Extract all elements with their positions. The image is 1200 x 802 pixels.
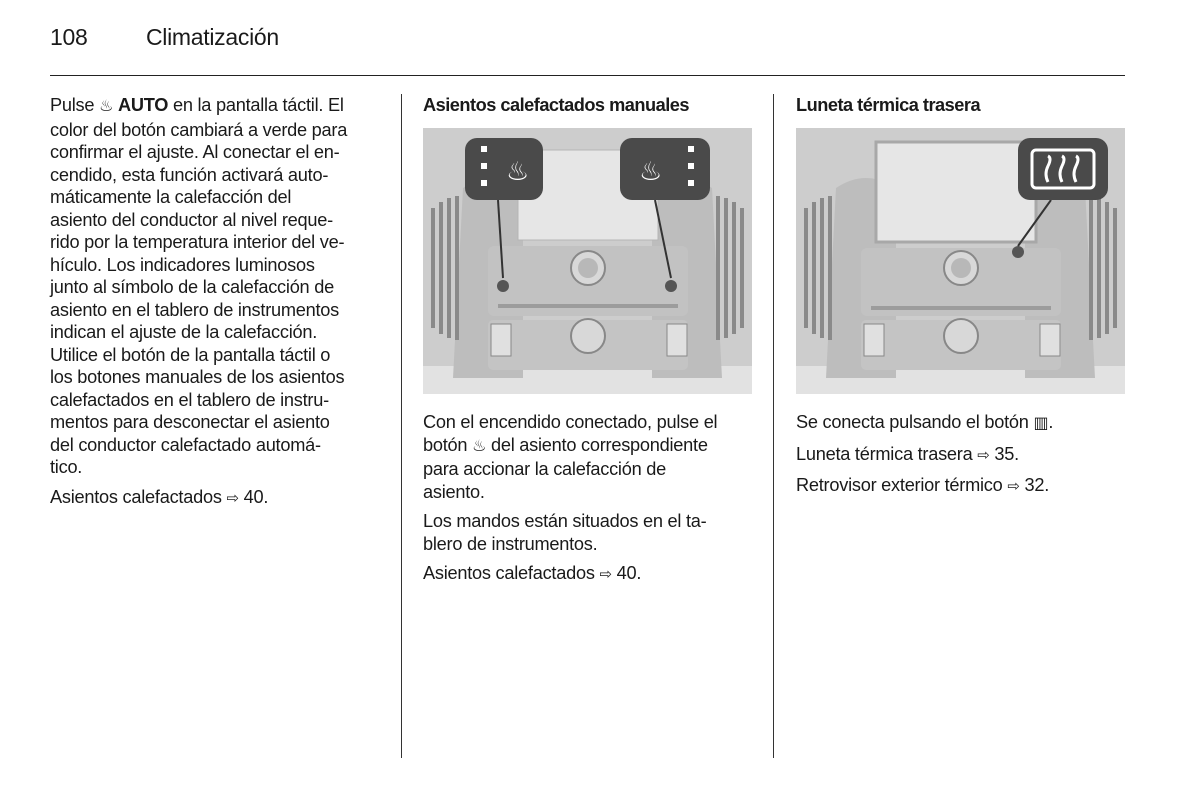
col2-heading: Asientos calefactados manuales [423,95,690,115]
svg-text:♨: ♨ [506,157,530,187]
column-1 [50,94,385,517]
col2-paragraph-3: Asientos calefactados ⇨ 40. [423,562,758,587]
section-title: Climatización [146,24,279,50]
svg-text:♨: ♨ [639,157,663,187]
rear-defrost-console-photo [796,128,1125,394]
console-illustration [423,128,752,394]
rear-defrost-icon: ▥ [1033,415,1049,432]
page-number: 108 [50,24,88,50]
col2-paragraph-1: Con el encendido conectado, pulse el botón ♨ del asiento correspondiente para accionar la calefacción de asiento. [423,412,718,502]
page-header [50,24,279,58]
console-illustration [796,128,1125,394]
column-divider-2 [773,94,774,758]
column-2 [423,94,758,594]
col3-paragraph-1: Se conecta pulsando el botón ▥. [796,411,1125,436]
page-reference[interactable]: 32. [1024,475,1050,495]
column-3 [796,94,1125,506]
seat-heat-icon: ♨ [99,98,114,115]
col3-paragraph-2: Luneta térmica trasera ⇨ 35. [796,443,1125,468]
auto-label: AUTO [117,95,169,115]
page-reference[interactable]: 40. [616,563,642,583]
col3-heading: Luneta térmica trasera [796,95,981,115]
col3-paragraph-3: Retrovisor exterior térmico ⇨ 32. [796,474,1125,499]
col2-paragraph-2: Los mandos están situados en el ta- blero de instrumentos. [423,511,707,554]
seat-heat-icon: ♨ [472,437,487,455]
page-reference[interactable]: 35. [994,443,1019,464]
reference-arrow-icon: ⇨ [977,446,990,464]
col1-paragraph-1: Pulse ♨ AUTO en la pantalla táctil. El color del botón cambiará a verde para confirmar el ajuste. Al conectar el en- cendido, esta función activará auto- máticamente la calefacción del asiento del conductor al nivel reque- rido por la temperatura interior del ve- hículo. Los indicadores luminosos junto al símbolo de la calefacción de asiento en el tablero de instrumentos indican el ajuste de la calefacción. Utilice el botón de la pantalla táctil o los botones manuales de los asientos calefactados en el tablero de instru- mentos para desconectar el asiento del conductor calefactado automá- tico. [50,95,348,477]
reference-arrow-icon: ⇨ [226,489,239,507]
column-divider-1 [401,94,402,758]
reference-arrow-icon: ⇨ [1007,478,1020,495]
header-rule [50,75,1125,76]
page-reference[interactable]: 40. [243,486,269,507]
heated-seats-console-photo [423,128,752,394]
reference-arrow-icon: ⇨ [599,566,612,583]
col1-paragraph-2: Asientos calefactados ⇨ 40. [50,486,385,511]
